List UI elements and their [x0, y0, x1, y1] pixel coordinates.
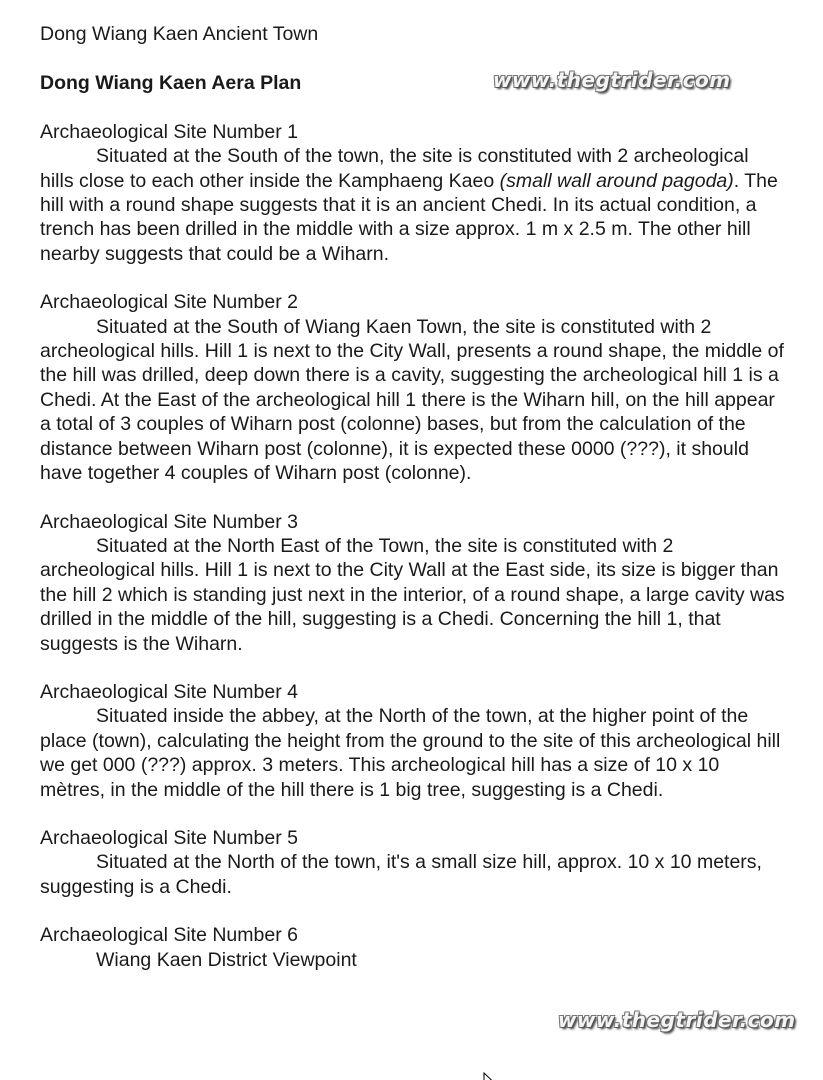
site-description: Situated at the South of Wiang Kaen Town, the site is constituted with 2 archeological hills. Hill 1 is next to the City Wall, presents a round shape, the middle of the hill was drilled, deep down there is a cavity, suggesting the archeological hill 1 is a Chedi. At the East of the archeological hill 1 there is the Wiharn hill, on the hill appear a total of 3 couples of Wiharn post (colonne) bases, but from the calculation of the distance between Wiharn post (colonne), it is expected these 0000 (???), it should have together 4 couples of Wiharn post (colonne). [40, 315, 784, 485]
site-text: . The hill with a round shape suggests that it is an ancient Chedi. In its actual condition, a trench has been drilled in the middle with a size approx. 1 m x 2.5 m. The other hill nearby suggests that could be a Wiharn. [40, 169, 778, 265]
site-section-4 [40, 680, 785, 802]
site-subtitle: Wiang Kaen District Viewpoint [96, 948, 357, 971]
site-section-6 [40, 923, 785, 972]
site-heading: Archaeological Site Number 4 [40, 680, 298, 703]
site-text-italic: (small wall around pagoda) [499, 169, 734, 192]
site-section-3 [40, 510, 785, 656]
mouse-pointer-icon [483, 1072, 495, 1080]
site-section-2 [40, 290, 785, 485]
document-title: Dong Wiang Kaen Ancient Town [40, 23, 319, 45]
site-text: Situated at the South of the town, the site is constituted with 2 archeological hills close to each other inside the Kamphaeng Kaeo [40, 145, 749, 192]
site-heading: Archaeological Site Number 6 [40, 924, 298, 947]
plan-title: Dong Wiang Kaen Aera Plan [40, 72, 302, 95]
site-heading: Archaeological Site Number 1 [40, 120, 298, 143]
watermark-bottom: www.thegtrider.com [558, 1008, 796, 1032]
site-section-1 [40, 120, 785, 266]
site-description [40, 144, 785, 266]
site-heading: Archaeological Site Number 2 [40, 291, 298, 314]
document-content [40, 22, 785, 972]
site-description: Situated inside the abbey, at the North of the town, at the higher point of the place (town), calculating the height from the ground to the site of this archeological hill we get 000 (???) approx. 3 meters. This archeological hill has a size of 10 x 10 mètres, in the middle of the hill there is 1 big tree, suggesting is a Chedi. [40, 705, 781, 801]
site-heading: Archaeological Site Number 3 [40, 510, 298, 533]
site-section-5 [40, 826, 785, 899]
site-description: Situated at the North of the town, it's a small size hill, approx. 10 x 10 meters, suggesting is a Chedi. [40, 851, 762, 898]
site-heading: Archaeological Site Number 5 [40, 826, 298, 849]
watermark-top: www.thegtrider.com [493, 68, 731, 92]
site-description: Situated at the North East of the Town, the site is constituted with 2 archeological hills. Hill 1 is next to the City Wall at the East side, its size is bigger than the hill 2 which is standing just next in the interior, of a round shape, a large cavity was drilled in the middle of the hill, suggesting is a Chedi. Concerning the hill 1, that suggests is the Wiharn. [40, 534, 785, 655]
